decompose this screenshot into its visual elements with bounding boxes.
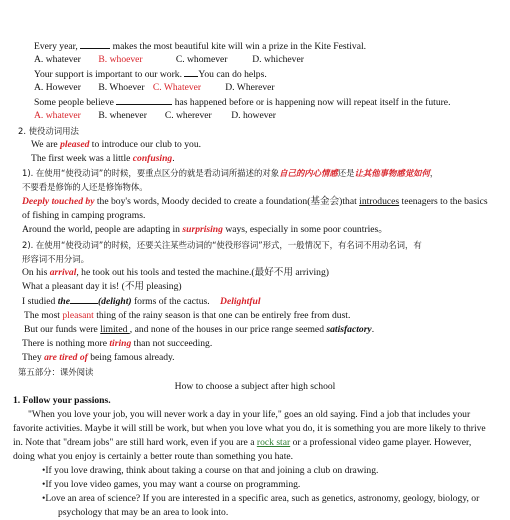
para1-line3-pre: in. Note that "dream jobs" are still hard work, even if you are a [13, 437, 257, 448]
s4-key: surprising [182, 224, 223, 235]
note-2-line-2: 形容词不用分词。 [22, 254, 89, 264]
q3-option-b: B. whenever [98, 110, 147, 121]
s5-key: arrival [49, 267, 77, 278]
bullet-dot-icon: • [42, 479, 46, 490]
q1-options [34, 53, 304, 67]
s7-mid: (delight) [97, 296, 132, 307]
s3-post2: teenagers to the basics [399, 196, 488, 207]
s10-post: than not succeeding. [131, 338, 213, 349]
bullet-1-text: If you love drawing, think about taking a course on that and joining a club on drawing. [45, 465, 379, 476]
s7-the: the [57, 296, 70, 307]
s2-post: . [172, 153, 175, 164]
sec2-sentence-7 [22, 294, 261, 309]
sec2-sentence-11 [22, 351, 175, 365]
part-5-heading: 第五部分：课外阅读 [18, 367, 94, 377]
note1-d: 让其他事物感觉如何 [354, 168, 430, 178]
sec2-sentence-6: What a pleasant day it is! (不用 pleasing) [22, 281, 182, 292]
note-1-line-1 [22, 166, 438, 180]
s8-key: pleasant [62, 310, 94, 321]
q2-option-b: B. Whoever [98, 82, 145, 93]
bullet-2 [42, 478, 300, 492]
q2-option-a: A. However [34, 82, 81, 93]
sec2-sentence-3 [22, 195, 488, 209]
sec2-sentence-8 [24, 309, 350, 323]
s1-pre: We are [31, 139, 58, 150]
s10-key: tiring [109, 338, 132, 349]
q3-option-d: D. however [231, 110, 276, 121]
para-1-line-1: "When you love your job, you will never work a day in your life," goes an old saying. Find a job that includes your [28, 409, 471, 420]
q3-options [34, 109, 276, 123]
bullet-1 [42, 464, 378, 478]
q2-options [34, 81, 275, 95]
q2-blank [184, 67, 198, 77]
rock-star-link[interactable]: rock star [256, 437, 291, 448]
s9-key: satisfactory [326, 324, 372, 335]
sec2-sentence-10 [22, 337, 212, 351]
note1-a: 1). 在使用“使役动词”的时候，要重点区分的就是看动词所描述的对象 [22, 168, 280, 178]
q1-text-post: makes the most beautiful kite will win a prize in the Kite Festival. [112, 41, 367, 52]
sec2-sentence-5 [22, 266, 329, 280]
s11-key: are tired of [44, 352, 88, 363]
s7-post: forms of the cactus. [131, 296, 210, 307]
q2-option-c: C. Whatever [152, 82, 202, 93]
s9-pre: But our funds were [24, 324, 101, 335]
q1-blank [80, 39, 110, 49]
q1-option-c: C. whomever [175, 54, 228, 65]
sec2-sentence-3-line-2: of fishing in camping programs. [22, 210, 146, 221]
note-2-line-1: 2). 在使用“使役动词”的时候，还要关注某些动词的“使役形容词”形式，一般情况下，有名词不用动名词，有 [22, 240, 422, 250]
para-1-line-4: doing what you enjoy is certainly a better route than something you hate. [13, 451, 294, 462]
sec2-sentence-1 [31, 138, 201, 152]
s10-pre: There is nothing more [22, 338, 110, 349]
q1-option-a: A. whatever [34, 54, 81, 65]
bullet-2-text: If you love video games, you may want a course on programming. [45, 479, 301, 490]
s5-post: , he took out his tools and tested the machine.(最好不用 arriving) [76, 267, 329, 278]
s3-key: Deeply touched by [22, 196, 95, 207]
q1-option-d: D. whichever [252, 54, 304, 65]
q3-text-post: has happened before or is happening now will repeat itself in the future. [174, 97, 451, 108]
s7-answer: Delightful [220, 296, 261, 307]
bullet-3-line-2: psychology that may be an area to look into. [58, 507, 229, 518]
sec2-sentence-9 [24, 323, 374, 337]
q2-text-post: You can do helps. [198, 69, 267, 80]
s2-key: confusing [132, 153, 173, 164]
q3-blank [116, 95, 172, 105]
q2-option-d: D. Wherever [225, 82, 275, 93]
sec2-sentence-4 [22, 223, 388, 237]
s4-post: ways, especially in some poor countries。 [222, 224, 388, 235]
s11-pre: They [22, 352, 45, 363]
q3-option-a: A. whatever [34, 110, 81, 121]
s7-pre: I studied [22, 296, 58, 307]
s5-pre: On his [22, 267, 50, 278]
s11-post: being famous already. [87, 352, 175, 363]
s8-pre: The most [24, 310, 63, 321]
s9-post: , and none of the houses in our price range seemed [129, 324, 327, 335]
s1-key: pleased [60, 139, 90, 150]
sec2-sentence-2 [31, 152, 175, 166]
note1-e: ， [429, 168, 439, 178]
bullet-dot-icon: • [42, 465, 46, 476]
note1-c: 还是 [337, 168, 355, 178]
s2-pre: The first week was a little [31, 153, 131, 164]
article-title: How to choose a subject after high school [174, 381, 336, 392]
question-1 [34, 39, 366, 54]
s8-post: thing of the rainy season is that one can be entirely free from dust. [93, 310, 351, 321]
question-3 [34, 95, 450, 110]
section-2-heading: 2. 使役动词用法 [18, 126, 79, 136]
article-subheading-1: 1. Follow your passions. [13, 395, 111, 406]
s4-pre: Around the world, people are adapting in [22, 224, 183, 235]
note1-b: 自己的内心情感 [279, 168, 338, 178]
para1-line3-post: or a professional video game player. However, [290, 437, 472, 448]
bullet-3-text: Love an area of science? If you are interested in a specific area, such as genetics, astronomy, geology, biology, or [45, 493, 480, 504]
para-1-line-3 [13, 436, 471, 450]
note-1-line-2: 不要看是修饰的人还是修饰物体。 [22, 182, 148, 192]
s9-end: . [371, 324, 375, 335]
s3-post: the boy's words, Moody decided to create a foundation(基金会)that [94, 196, 360, 207]
q1-text-pre: Every year, [34, 41, 78, 52]
q1-option-b: B. whoever [98, 54, 143, 65]
bullet-3 [42, 492, 479, 506]
s9-underline: limited [100, 324, 130, 335]
bullet-dot-icon: • [42, 493, 46, 504]
s3-underline: introduces [359, 196, 400, 207]
s1-post: to introduce our club to you. [91, 139, 202, 150]
q3-option-c: C. wherever [164, 110, 212, 121]
para-1-line-2: favorite activities. Maybe it will still be work, but when you love what you do, it is something you are more likely to thrive [13, 423, 486, 434]
q2-text-pre: Your support is important to our work. [34, 69, 182, 80]
question-2 [34, 67, 267, 82]
q3-text-pre: Some people believe [34, 97, 114, 108]
s7-blank [70, 294, 98, 304]
